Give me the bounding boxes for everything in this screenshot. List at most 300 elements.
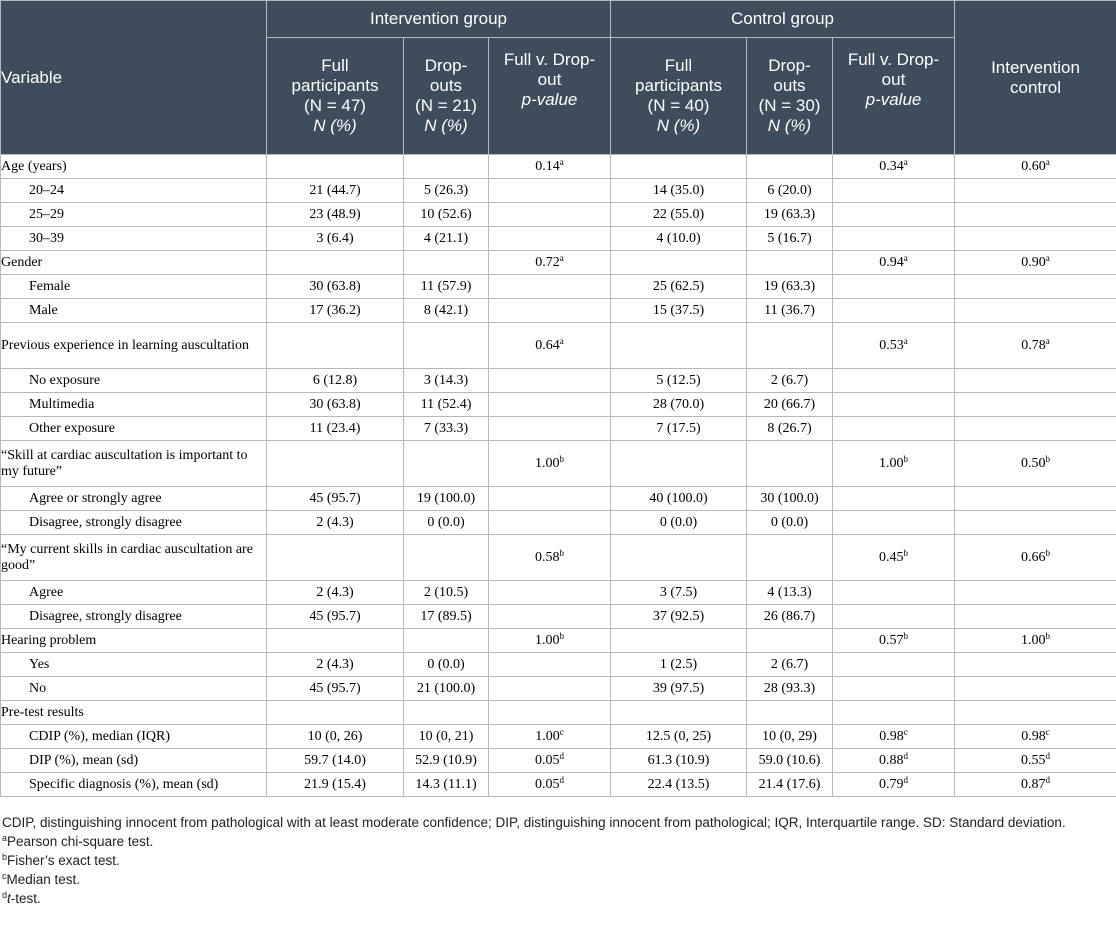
footnote-mark: d (1045, 750, 1050, 761)
table-cell (747, 323, 833, 369)
hdr-line: N (%) (656, 116, 701, 135)
footnote-mark: d (903, 750, 908, 761)
hdr-line: (N = 47) (304, 96, 366, 115)
table-cell (833, 511, 955, 535)
table-cell (955, 227, 1116, 251)
footnote-text: Fisher’s exact test. (7, 853, 120, 868)
row-label: Age (years) (1, 155, 267, 179)
table-cell (833, 605, 955, 629)
table-cell (489, 227, 611, 251)
footnote-italic: t (7, 891, 11, 906)
cell-value: 0.79 (879, 776, 904, 792)
hdr-line: p-value (865, 90, 922, 109)
table-cell (489, 203, 611, 227)
table-cell (955, 393, 1116, 417)
footnote-b (2, 851, 1114, 870)
table-cell (747, 417, 833, 441)
table-cell (489, 251, 611, 275)
hdr-line: participants (291, 76, 379, 95)
cell-value: 3 (6.4) (316, 230, 354, 246)
table-cell (955, 581, 1116, 605)
cell-value: 45 (95.7) (309, 608, 361, 624)
cell-value: 10 (0, 26) (307, 728, 363, 744)
hdr-line: (N = 21) (415, 96, 477, 115)
table-cell (955, 749, 1116, 773)
footnote-text: Median test. (6, 872, 81, 887)
row-label: Pre-test results (1, 701, 267, 725)
cell-value: 3 (14.3) (423, 372, 469, 388)
table-row (1, 653, 1116, 677)
cell-value: 0 (0.0) (659, 514, 698, 530)
table-cell (955, 251, 1116, 275)
table-cell (267, 393, 404, 417)
cell-value: 21.4 (17.6) (758, 776, 821, 792)
table-cell (955, 155, 1116, 179)
abbreviations-note: CDIP, distinguishing innocent from pathological with at least moderate confidence; DIP, distinguishing innocent from pathological; IQR, Interquartile range. SD: Standard deviation. (2, 815, 1066, 830)
cell-value: 2 (4.3) (316, 514, 354, 530)
table-cell (833, 487, 955, 511)
table-cell (404, 179, 489, 203)
table-cell (489, 323, 611, 369)
table-cell (489, 369, 611, 393)
table-row (1, 155, 1116, 179)
table-row (1, 323, 1116, 369)
cell-value: 5 (12.5) (656, 372, 701, 388)
cell-value: 26 (86.7) (763, 608, 816, 624)
hdr-line: (N = 30) (758, 96, 821, 115)
row-label: Disagree, strongly disagree (1, 511, 267, 535)
table-cell (747, 725, 833, 749)
table-cell (489, 535, 611, 581)
cell-value: 0.53 (879, 337, 904, 353)
cell-value: 2 (4.3) (316, 584, 354, 600)
table-cell (267, 155, 404, 179)
footnote-text: Pearson chi-square test. (7, 834, 154, 849)
table-cell (833, 299, 955, 323)
cell-value: 3 (7.5) (659, 584, 698, 600)
table-cell (489, 749, 611, 773)
cell-value: 17 (89.5) (420, 608, 472, 624)
cell-value: 0.98 (1021, 728, 1046, 744)
cell-value: 0.72 (535, 254, 560, 270)
dropouts-ctl-header (747, 38, 833, 155)
table-cell (747, 677, 833, 701)
table-cell (267, 773, 404, 797)
table-cell (955, 511, 1116, 535)
cell-value: 1.00 (535, 728, 560, 744)
footnotes (2, 813, 1114, 908)
table-row (1, 487, 1116, 511)
cell-value: 28 (93.3) (763, 680, 816, 696)
row-label: CDIP (%), median (IQR) (1, 725, 267, 749)
table-cell (611, 725, 747, 749)
cell-value: 20 (66.7) (763, 396, 816, 412)
table-cell (611, 773, 747, 797)
row-label: Other exposure (1, 417, 267, 441)
table-cell (611, 203, 747, 227)
hdr-line: out (537, 70, 562, 89)
table-cell (955, 487, 1116, 511)
table-cell (611, 275, 747, 299)
hdr-line: outs (773, 76, 806, 95)
cell-value: 21 (100.0) (416, 680, 476, 696)
table-cell (489, 155, 611, 179)
footnote-mark: b (1045, 630, 1050, 641)
cell-value: 0 (0.0) (770, 514, 809, 530)
footnote-a (2, 832, 1114, 851)
table-cell (404, 275, 489, 299)
cell-value: 11 (36.7) (764, 302, 815, 318)
footnote-mark: a (559, 252, 564, 263)
table-cell (489, 725, 611, 749)
table-cell (611, 369, 747, 393)
table-cell (489, 275, 611, 299)
footnote-mark: b (559, 547, 564, 558)
table-cell (404, 725, 489, 749)
table-cell (404, 369, 489, 393)
table-cell (747, 299, 833, 323)
cell-value: 0.88 (879, 752, 904, 768)
table-cell (267, 323, 404, 369)
cell-value: 1.00 (535, 455, 560, 471)
table-row (1, 369, 1116, 393)
table-cell (267, 179, 404, 203)
table-cell (833, 677, 955, 701)
full-participants-int-header (267, 38, 404, 155)
table-cell (833, 629, 955, 653)
cell-value: 11 (57.9) (420, 278, 472, 294)
cell-value: 0.87 (1021, 776, 1046, 792)
cell-value: 22 (55.0) (652, 206, 705, 222)
cell-value: 59.7 (14.0) (304, 752, 366, 768)
table-row (1, 701, 1116, 725)
table-cell (611, 417, 747, 441)
full-participants-ctl-header (611, 38, 747, 155)
table-cell (267, 725, 404, 749)
footnote-mark: c (2, 871, 7, 881)
table-cell (955, 653, 1116, 677)
cell-value: 0.05 (535, 776, 560, 792)
table-cell (833, 369, 955, 393)
table-cell (611, 535, 747, 581)
cell-value: 0.90 (1021, 254, 1046, 270)
row-label: Yes (1, 653, 267, 677)
footnote-mark: c (559, 726, 564, 737)
hdr-line: Drop- (424, 56, 468, 75)
table-row (1, 227, 1116, 251)
hdr-line: Full v. Drop- (503, 50, 596, 69)
table-cell (833, 581, 955, 605)
table-cell (747, 773, 833, 797)
table-cell (404, 653, 489, 677)
cell-value: 1.00 (879, 455, 904, 471)
table-cell (747, 511, 833, 535)
table-cell (747, 535, 833, 581)
row-label: No (1, 677, 267, 701)
table-cell (404, 605, 489, 629)
cell-value: 0.94 (879, 254, 904, 270)
table-cell (489, 701, 611, 725)
table-cell (747, 605, 833, 629)
table-cell (833, 393, 955, 417)
table-cell (833, 251, 955, 275)
table-cell (267, 203, 404, 227)
footnote-mark: a (1045, 156, 1050, 167)
table-cell (404, 417, 489, 441)
cell-value: 4 (10.0) (656, 230, 701, 246)
table-cell (267, 369, 404, 393)
cell-value: 7 (33.3) (423, 420, 469, 436)
cell-value: 0.64 (535, 337, 560, 353)
table-header (1, 1, 1116, 155)
table-cell (833, 155, 955, 179)
table-cell (489, 629, 611, 653)
table-cell (747, 653, 833, 677)
table-cell (747, 629, 833, 653)
table-cell (489, 441, 611, 487)
table-cell (489, 393, 611, 417)
table-row (1, 581, 1116, 605)
cell-value: 0.34 (879, 158, 904, 174)
row-label: “My current skills in cardiac auscultation are good” (1, 535, 267, 581)
footnote-mark: b (903, 547, 908, 558)
table-cell (489, 299, 611, 323)
table-cell (611, 227, 747, 251)
table-cell (955, 535, 1116, 581)
table-cell (404, 511, 489, 535)
table-body (1, 155, 1116, 797)
table-cell (611, 251, 747, 275)
table-cell (404, 487, 489, 511)
footnote-mark: a (903, 156, 908, 167)
footnote-mark: a (559, 335, 564, 346)
table-cell (833, 275, 955, 299)
table-cell (611, 441, 747, 487)
cell-value: 45 (95.7) (309, 490, 361, 506)
table-cell (489, 179, 611, 203)
table-cell (267, 487, 404, 511)
table-cell (955, 773, 1116, 797)
cell-value: 2 (6.7) (770, 372, 809, 388)
table-cell (611, 701, 747, 725)
row-label: No exposure (1, 369, 267, 393)
cell-value: 7 (17.5) (656, 420, 701, 436)
cell-value: 6 (12.8) (312, 372, 358, 388)
table-cell (489, 773, 611, 797)
table-cell (489, 487, 611, 511)
table-cell (833, 749, 955, 773)
table-cell (267, 535, 404, 581)
table-cell (955, 369, 1116, 393)
row-label: Agree or strongly agree (1, 487, 267, 511)
table-cell (833, 773, 955, 797)
pvalue-int-header (489, 38, 611, 155)
table-cell (833, 227, 955, 251)
footnote-mark: b (559, 453, 564, 464)
table-cell (267, 275, 404, 299)
cell-value: 59.0 (10.6) (758, 752, 821, 768)
cell-value: 30 (100.0) (760, 490, 819, 506)
cell-value: 0.78 (1021, 337, 1046, 353)
footnote-mark: c (1045, 726, 1050, 737)
cell-value: 39 (97.5) (652, 680, 705, 696)
table-row (1, 393, 1116, 417)
hdr-line: Full (664, 56, 693, 75)
cell-value: 40 (100.0) (649, 490, 708, 506)
row-label: Previous experience in learning auscultation (1, 323, 267, 369)
table-cell (404, 441, 489, 487)
table-cell (267, 227, 404, 251)
cell-value: 0.60 (1021, 158, 1046, 174)
table-cell (747, 155, 833, 179)
table-cell (747, 441, 833, 487)
table-cell (611, 393, 747, 417)
table-cell (267, 605, 404, 629)
table-row (1, 417, 1116, 441)
table-cell (611, 653, 747, 677)
footnote-mark: b (1045, 547, 1050, 558)
cell-value: 0.45 (879, 549, 904, 565)
table-row (1, 179, 1116, 203)
table-cell (267, 581, 404, 605)
footnote-text: -test. (10, 891, 41, 906)
row-label: 25–29 (1, 203, 267, 227)
table-cell (404, 749, 489, 773)
table-row (1, 511, 1116, 535)
cell-value: 30 (63.8) (309, 396, 361, 412)
table-cell (747, 179, 833, 203)
footnote-mark: d (559, 774, 564, 785)
dropouts-int-header (404, 38, 489, 155)
hdr-line: Full v. Drop- (847, 50, 940, 69)
row-label: 20–24 (1, 179, 267, 203)
table-row (1, 725, 1116, 749)
table-cell (611, 581, 747, 605)
table-cell (267, 701, 404, 725)
table-cell (267, 653, 404, 677)
table-row (1, 299, 1116, 323)
table-cell (404, 227, 489, 251)
table-cell (489, 677, 611, 701)
table-cell (611, 155, 747, 179)
table-cell (955, 203, 1116, 227)
cell-value: 30 (63.8) (309, 278, 361, 294)
cell-value: 1.00 (1021, 632, 1046, 648)
hdr-line: outs (429, 76, 463, 95)
cell-value: 45 (95.7) (309, 680, 361, 696)
table-cell (747, 251, 833, 275)
cell-value: 4 (13.3) (767, 584, 812, 600)
cell-value: 21 (44.7) (309, 182, 361, 198)
table-row (1, 677, 1116, 701)
cell-value: 5 (26.3) (423, 182, 469, 198)
footnote-mark: c (903, 726, 908, 737)
table-row (1, 629, 1116, 653)
table-cell (747, 581, 833, 605)
table-cell (747, 203, 833, 227)
table-cell (404, 393, 489, 417)
table-cell (747, 701, 833, 725)
cell-value: 4 (21.1) (423, 230, 469, 246)
hdr-line: N (%) (424, 116, 468, 135)
cell-value: 19 (63.3) (763, 278, 816, 294)
table-cell (611, 487, 747, 511)
hdr-line: (N = 40) (647, 96, 710, 115)
table-cell (404, 677, 489, 701)
table-cell (267, 629, 404, 653)
cell-value: 0.55 (1021, 752, 1046, 768)
cell-value: 1 (2.5) (659, 656, 698, 672)
table-cell (611, 605, 747, 629)
table-cell (833, 441, 955, 487)
cell-value: 11 (23.4) (309, 420, 361, 436)
cell-value: 2 (6.7) (770, 656, 809, 672)
table-row (1, 605, 1116, 629)
intervention-group-header: Intervention group (267, 1, 611, 38)
table-cell (955, 179, 1116, 203)
cell-value: 14.3 (11.1) (415, 776, 477, 792)
table-cell (267, 677, 404, 701)
cell-value: 28 (70.0) (652, 396, 705, 412)
pvalue-ctl-header (833, 38, 955, 155)
table-cell (267, 441, 404, 487)
footnote-mark: a (1045, 252, 1050, 263)
table-cell (611, 323, 747, 369)
cell-value: 8 (26.7) (767, 420, 812, 436)
table-cell (404, 323, 489, 369)
row-label: Female (1, 275, 267, 299)
table-row (1, 773, 1116, 797)
table-cell (489, 511, 611, 535)
cell-value: 19 (63.3) (763, 206, 816, 222)
cell-value: 10 (0, 21) (418, 728, 474, 744)
footnote-mark: a (903, 252, 908, 263)
hdr-line: Drop- (768, 56, 811, 75)
table-row (1, 749, 1116, 773)
row-label: Gender (1, 251, 267, 275)
table-cell (833, 653, 955, 677)
cell-value: 15 (37.5) (652, 302, 705, 318)
table-cell (404, 701, 489, 725)
footnote-mark: a (1045, 335, 1050, 346)
row-label: Agree (1, 581, 267, 605)
control-group-header: Control group (611, 1, 955, 38)
cell-value: 5 (16.7) (767, 230, 812, 246)
cell-value: 61.3 (10.9) (647, 752, 710, 768)
table-cell (489, 417, 611, 441)
footnote-mark: a (559, 156, 564, 167)
cell-value: 2 (4.3) (316, 656, 354, 672)
footnote-mark: b (559, 630, 564, 641)
table-cell (611, 511, 747, 535)
row-label: Male (1, 299, 267, 323)
cell-value: 52.9 (10.9) (415, 752, 477, 768)
row-label: “Skill at cardiac auscultation is important to my future” (1, 441, 267, 487)
intervention-control-header (955, 1, 1116, 155)
table-cell (611, 299, 747, 323)
cell-value: 10 (0, 29) (762, 728, 817, 744)
table-cell (955, 725, 1116, 749)
cell-value: 17 (36.2) (309, 302, 361, 318)
table-row (1, 203, 1116, 227)
footnote-mark: d (2, 890, 8, 900)
table-cell (955, 605, 1116, 629)
table-cell (833, 417, 955, 441)
footnote-mark: d (559, 750, 564, 761)
table-cell (404, 581, 489, 605)
table-row (1, 441, 1116, 487)
cell-value: 0.66 (1021, 549, 1046, 565)
